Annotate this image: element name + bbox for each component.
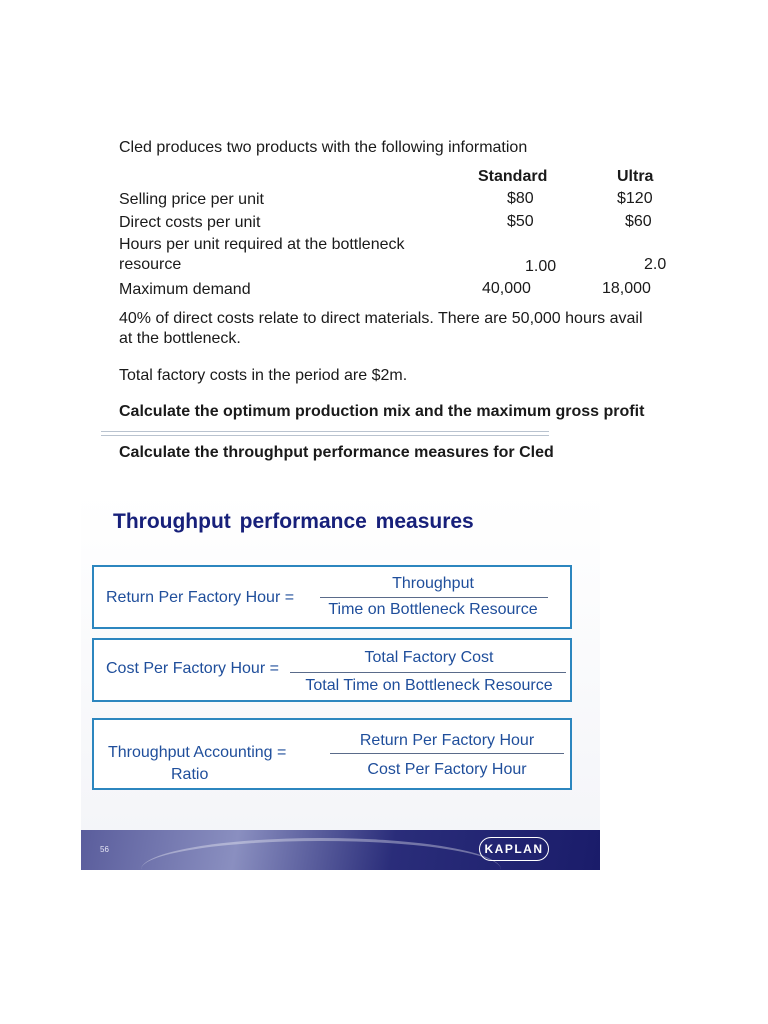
formula-numerator: Return Per Factory Hour: [359, 732, 535, 749]
note-line2: at the bottleneck.: [119, 330, 241, 347]
row-label-hours-line2: resource: [119, 256, 182, 273]
question-intro: Cled produces two products with the following information: [119, 139, 528, 156]
formula-return-per-factory-hour: [92, 565, 572, 629]
decorative-swoosh: [141, 838, 501, 870]
fraction-bar: [290, 672, 566, 673]
max-demand-ultra: 18,000: [602, 280, 651, 297]
row-label-selling-price: Selling price per unit: [119, 191, 264, 208]
row-label-hours-line1: Hours per unit required at the bottleneck: [119, 236, 405, 253]
formula-label-line1: Throughput Accounting =: [108, 744, 287, 761]
formula-label: Cost Per Factory Hour =: [106, 660, 279, 677]
question-slide: [101, 128, 669, 470]
direct-costs-ultra: $60: [625, 213, 652, 230]
formula-denominator: Cost Per Factory Hour: [367, 761, 527, 778]
header-standard: Standard: [478, 168, 548, 185]
throughput-slide: [81, 492, 600, 869]
formula-denominator: Time on Bottleneck Resource: [328, 601, 538, 618]
page-number: 56: [100, 845, 109, 854]
fraction-bar: [320, 597, 548, 598]
task-throughput-measures: Calculate the throughput performance measures for Cled: [119, 444, 554, 461]
slide-title: Throughput performance measures: [113, 510, 474, 533]
fraction-bar: [330, 753, 564, 754]
slide-footer: [81, 830, 600, 870]
formula-throughput-accounting-ratio: [92, 718, 572, 790]
hours-ultra: 2.0: [644, 256, 667, 273]
note-line1: 40% of direct costs relate to direct materials. There are 50,000 hours avail: [119, 310, 643, 327]
hours-standard: 1.00: [525, 258, 557, 275]
direct-costs-standard: $50: [507, 213, 534, 230]
kaplan-logo: [479, 837, 549, 861]
formula-label-line2: Ratio: [171, 766, 209, 783]
formula-numerator: Total Factory Cost: [364, 649, 494, 666]
total-costs-note: Total factory costs in the period are $2m.: [119, 367, 408, 384]
task-optimum-mix: Calculate the optimum production mix and the maximum gross profit: [119, 403, 645, 420]
max-demand-standard: 40,000: [482, 280, 531, 297]
logo-text: KAPLAN: [484, 842, 544, 856]
formula-denominator: Total Time on Bottleneck Resource: [305, 677, 553, 694]
formula-numerator: Throughput: [392, 575, 474, 592]
row-label-direct-costs: Direct costs per unit: [119, 214, 261, 231]
divider: [101, 431, 549, 436]
formula-label: Return Per Factory Hour =: [106, 589, 295, 606]
selling-price-ultra: $120: [617, 190, 653, 207]
row-label-max-demand: Maximum demand: [119, 281, 251, 298]
formula-cost-per-factory-hour: [92, 638, 572, 702]
header-ultra: Ultra: [617, 168, 654, 185]
selling-price-standard: $80: [507, 190, 534, 207]
